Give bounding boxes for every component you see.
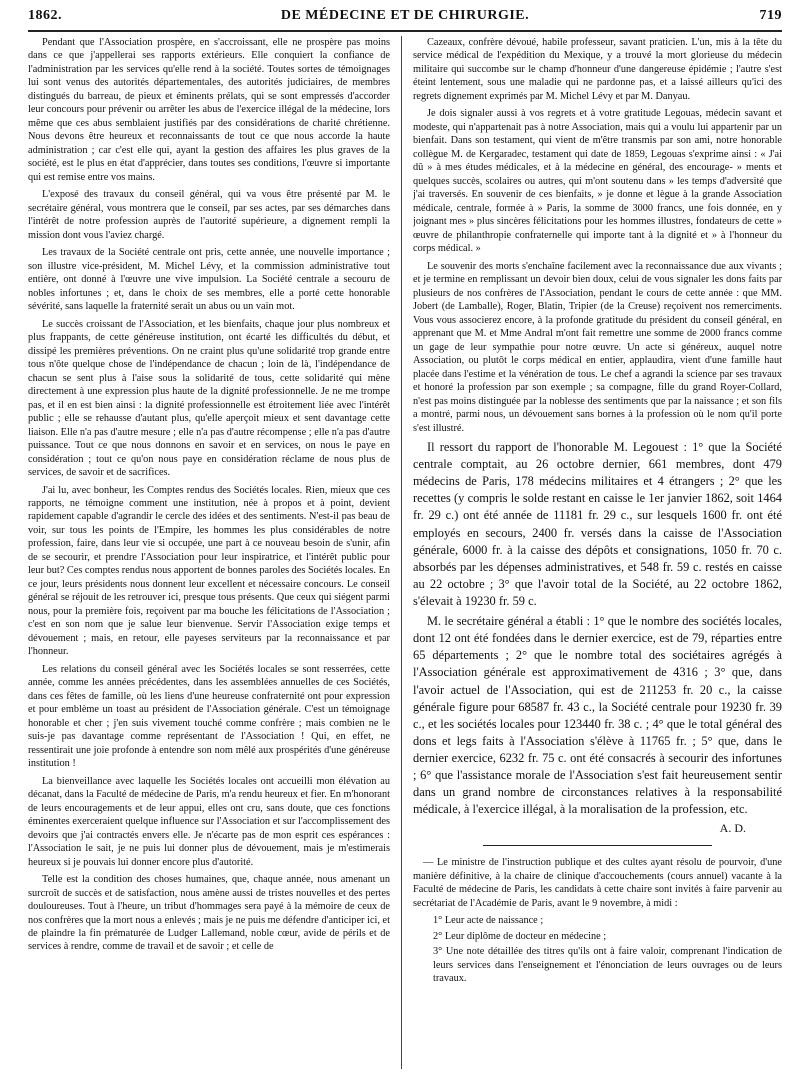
paragraph: Les travaux de la Société centrale ont pris, cette année, une nouvelle importance ; son illustre vice-président, M. Michel Lévy, et la commission administrative tout entière, ont donné à l'œuvre une vive impulsion. La Société centrale a secouru de nobles infortunes ; et, dans le choix de ses membres, elle a porté cette honorable sévérité, sans laquelle la fraternité serait un abus ou un vain mot. bbox=[28, 247, 390, 313]
header-rule bbox=[28, 30, 782, 32]
paragraph: Je dois signaler aussi à vos regrets et à votre gratitude Legouas, médecin savant et modeste, qui n'appartenait pas à notre Association, mais qui a voulu lui appartenir par un bienfait. Dans son testament, qui vient de m'être transmis par son ami, notre honorable collègue M. de Kergaradec, testament qui date de 1859, Legouas s'exprime ainsi : « J'ai dû » à mes études médicales, et à la médecine en général, des encourage- » ments et quelques succès, scolaires ou autres, qui m'ont soutenu dans » les temps d'adversité que j'ai traversés. En souvenir de ces bienfaits, » je donne et lègue à la grande Association médicale, centrale, formée à » Paris, la somme de 3000 francs, une fois donnée, en y joignant mes » plus sincères félicitations pour les hommes illustres, fondateurs de cette » œuvre de philanthropie confraternelle qui importe tant à la dignité et » à l'honneur du corps médical. » bbox=[413, 108, 782, 255]
paragraph: J'ai lu, avec bonheur, les Comptes rendus des Sociétés locales. Rien, mieux que ces rapports, ne témoigne comment une institution, née à propos et à point, devient rapidement capable d'agrandir le cercle des idées et des sentiments. N'est-il pas beau de voir, sur tous les points de l'Empire, les hommes les plus considérables de notre profession, faire, dans leur vie si occupée, une part à ce nouveau besoin de s'unir, afin de se secourir, et prendre l'Association pour leur inspiratrice, et l'intérêt public pour leur but? Ces comptes rendus nous apportent de bonnes paroles des Sociétés locales. En ce jour, leurs présidents nous donnent leur excellent et nécessaire concours. Le conseil général se réjouit de les retrouver ici, presque tous présents. Que ceux qui siégent parmi nous, pour la première fois, reçoivent par ma bouche les félicitations de l'Association ; c'est en son nom que je salue leur bienvenue. Servir l'Association exige temps et dévouement ; mais, en retour, elle payeses serviteurs par la reconnaissance et par l'honneur. bbox=[28, 484, 390, 658]
header-title: DE MÉDECINE ET DE CHIRURGIE. bbox=[280, 8, 530, 23]
report-paragraph: Il ressort du rapport de l'honorable M. Legouest : 1° que la Société centrale comptait, au 26 octobre dernier, 661 membres, dont 479 médecins de Paris, 178 médecins militaires et 4 étrangers ; 2° que les recettes (y compris le solde restant en caisse le 1er janvier 1862, soit 1464 fr. 29 c.) ont été année de 11181 fr. 29 c., sur lesquels 1600 fr. ont été employés en secours, 2400 fr. versés dans la caisse de l'Association générale, 6000 fr. à la caisse des dépôts et consignations, 1050 fr. 70 c. absorbés par les dépenses administratives, et 548 fr. 59 c. restés en caisse au 22 octobre ; 3° que l'avoir total de la Société, au 22 octobre 1862, s'élevait à 19230 fr. 59 c. bbox=[413, 440, 782, 609]
page-header bbox=[28, 8, 782, 30]
left-column bbox=[28, 36, 390, 1069]
signature: A. D. bbox=[719, 821, 746, 836]
header-year: 1862. bbox=[28, 8, 62, 23]
paragraph: Le souvenir des morts s'enchaîne facilement avec la reconnaissance due aux vivants ; et je termine en remplissant un devoir bien doux, celui de vous signaler les dons faits par plusieurs de nos confrères de l'Association, pendant le cours de cette année : que MM. Jobert (de Lamballe), Roger, Blatin, Tripier (de la Creuse) reçoivent nos remerciments. Vous vous associerez encore, à la profonde gratitude du président du conseil général, en apprenant que M. et Mme Andral m'ont fait remettre une somme de 2000 francs comme un gage de leur sympathie pour notre œuvre. Un acte si généreux, auquel notre Association, ou plutôt le corps médical en entier, applaudira, vient d'une famille haut placée dans l'estime et la vénération de tous. Le chef a agrandi la science par ses travaux et honoré la profession par son exemple ; sa compagne, fille du grand Royer-Collard, n'est pas moins distinguée par la noblesse des sentiments que par la naissance ; et son fils a montré, parmi nous, un dévouement sans bornes à la profession où le nom qu'il porte s'est illustré. bbox=[413, 260, 782, 434]
notice-item: 1° Leur acte de naissance ; bbox=[433, 915, 544, 927]
right-column bbox=[413, 36, 782, 1069]
paragraph: Telle est la condition des choses humaines, que, chaque année, nous amenant un surcroît de succès et de satisfaction, nous amène aussi de tristes nouvelles et des pertes douloureuses. Tout à l'heure, un tribut d'hommages sera payé à la mémoire de ceux de nos confrères que la mort nous a enlevés ; mais je ne puis me défendre d'anticiper ici, et de plaindre la fin prématurée de Ludger Lallemand, noble cœur, avide de périls et de services à rendre, comme de travail et de savoir ; et celle de bbox=[28, 874, 390, 953]
paragraph: Les relations du conseil général avec les Sociétés locales se sont resserrées, cette année, comme les années précédentes, dans les assemblées annuelles de ces Sociétés, dans ces fêtes de famille, où les liens d'une heureuse confraternité ont pour expression et pour emblème un toast au président de l'Association générale. C'est un témoignage honorable et cher ; j'en suis vivement touché comme confrère ; mais combien ne le suis-je pas davantage comme représentant de l'Association ! Qui, en effet, ne ressentirait une joie profonde à entendre son nom mêlé aux prospérités d'une généreuse institution ! bbox=[28, 663, 390, 770]
paragraph: L'exposé des travaux du conseil général, qui va vous être présenté par M. le secrétaire général, vous montrera que le conseil, par ses actes, par ses démarches dans l'intérêt de notre profession auprès de l'autorité supérieure, a dignement rempli la mission dont vous l'aviez chargé. bbox=[28, 189, 390, 241]
notice bbox=[413, 856, 782, 985]
paragraph: Cazeaux, confrère dévoué, habile professeur, savant praticien. L'un, mis à la tête du service médical de l'expédition du Mexique, y a trouvé la mort glorieuse du médecin militaire qui succombe sur le champ d'honneur d'une dangereuse épidémie ; l'autre s'est éteint lentement, sous une maladie qui ne pardonne pas, et a laissé ailleurs qu'ici des regrets dignement exprimés par M. Michel Lévy et par M. Danyau. bbox=[413, 37, 782, 102]
notice-item: 3° Une note détaillée des titres qu'ils ont à faire valoir, comprenant l'indication de leurs services dans l'enseignement et l'énonciation de leurs ouvrages ou de leurs travaux. bbox=[433, 946, 782, 985]
notice-item: 2° Leur diplôme de docteur en médecine ; bbox=[433, 930, 607, 942]
column-divider bbox=[401, 36, 402, 1069]
paragraph: Pendant que l'Association prospère, en s'accroissant, elle ne prospère pas moins dans ce que j'appellerai ses rapports extérieurs. Elle conquiert la confiance de l'administration par les services qu'elle rend à la société. Toutes sortes de témoignages lui sont venus des autorités départementales, des autorités judiciaires, de membres distingués du barreau, de pieux et éminents prélats, qui se sont empressés d'accorder leur concours pour prévenir ou arrêter les abus de l'exercice illégal de la médecine, lors même que ces abus semblaient justifiés par des considérations de charité chrétienne. Nous devons être heureux et reconnaissants de tout ce que nous accorde la haute administration ; car c'est elle qui, ayant la gestion des affaires les plus graves de la société, est le plus en état d'apprécier, dans toutes ses conditions, l'œuvre si importante qui est remise entre vos mains. bbox=[28, 37, 390, 183]
notice-intro: — Le ministre de l'instruction publique et des cultes ayant résolu de pourvoir, d'une manière définitive, à la chaire de clinique d'accouchements (cours annuel) vacante à la Faculté de médecine de Paris, les candidats à cette chaire sont invités à faire parvenir au secrétariat de l'Académie de Paris, avant le 9 novembre, à midi : bbox=[413, 857, 782, 909]
page-number: 719 bbox=[759, 8, 782, 23]
report-paragraph: M. le secrétaire général a établi : 1° que le nombre des sociétés locales, dont 12 ont été fondées dans le dernier exercice, est de 79, réparties entre 65 départements ; 2° que le nombre total des sociétaires agrégés à l'Association générale est approximativement de 4316 ; 3° que, dans l'avoir actuel de l'Association, qui est de 211253 fr. 20 c., la caisse générale figure pour 68587 fr. 43 c., la Société centrale pour 19230 fr. 39 c., et les sociétés locales pour 123440 fr. 38 c. ; 4° que le total général des dons et legs faits à l'Association s'élève à 11765 fr. ; 5° que, dans le dernier exercice, 6232 fr. 75 c. ont été consacrés à secourir des infortunes ; 6° que l'assistance morale de l'Association s'est fait heureusement sentir dans un grand nombre de circonstances relatives à la responsabilité médicale, à l'exercice illégal, à la moralisation de la profession, etc. bbox=[413, 614, 782, 817]
paragraph: Le succès croissant de l'Association, et les bienfaits, chaque jour plus nombreux et plus frappants, de cette généreuse institution, ont écarté les difficultés du début, et dissipé les premières préventions. On ne craint plus qu'une solidarité trop grande entre tous n'ôte quelque chose de l'indépendance de chacun ; loin de là, l'indépendance de chacun se sent plus à l'aise sous la solidarité de tous, cette solidarité qui mène directement à une expression plus haute de la dignité professionnelle. Je ne me trompe pas, et il en est bien ainsi : la dignité professionnelle est étroitement liée avec l'intérêt public ; elle se rehausse d'autant plus, qu'elle aperçoit mieux et sent davantage cette liaison. Elle n'a pas d'autre mesure ; elle n'a pas d'autre récompense ; elle n'a pas d'autre puissance. Tout ce que nous donnons en savoir et en services, on nous le paye en considération ; tout ce qu'on nous paye en considération réclame de nous plus de services, de savoir et de sacrifices. bbox=[28, 318, 390, 479]
paragraph: La bienveillance avec laquelle les Sociétés locales ont accueilli mon élévation au décanat, dans la Faculté de médecine de Paris, m'a rendu heureux et fier. En m'honorant de leurs encouragements et de leur appui, elles ont cru, sans doute, que ces fonctions éminentes exerceraient quelque influence sur l'Association et sur l'accomplissement des devoirs que j'ai contractés envers elle. Je n'écarte pas de mon esprit ces espérances : l'Association le sait, je ne puis lui donner plus de dévouement, mais je m'estimerais heureux si je pouvais lui donner encore plus d'autorité. bbox=[28, 775, 390, 868]
section-separator bbox=[483, 845, 712, 846]
